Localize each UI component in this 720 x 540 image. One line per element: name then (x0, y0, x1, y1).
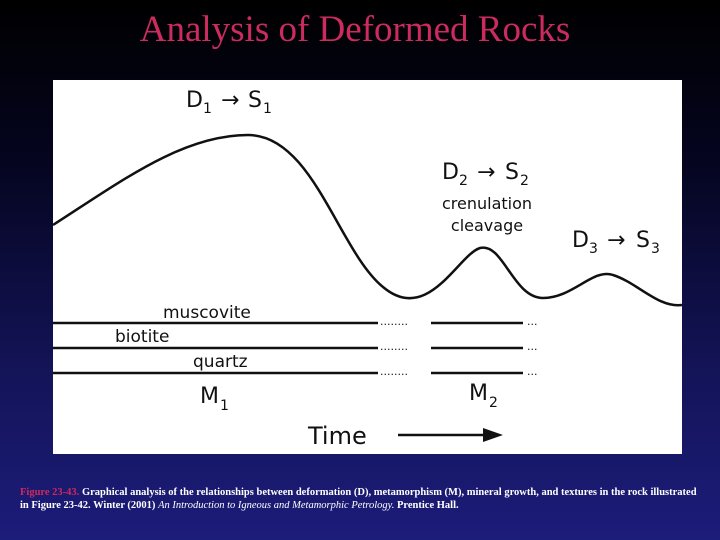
d3-subscript: 3 (589, 241, 598, 257)
d1-arrow: → (221, 88, 240, 113)
s2-subscript: 2 (520, 173, 529, 189)
m2-subscript: 2 (489, 395, 498, 411)
quartz-gap-dots: ........ (380, 365, 408, 378)
d1-subscript: 1 (203, 101, 212, 117)
quartz-trail-dots: ... (527, 365, 538, 378)
s3-subscript: 3 (651, 241, 660, 257)
slide-title: Analysis of Deformed Rocks (139, 9, 571, 50)
d1-letter: D (186, 88, 203, 113)
m1-letter: M (200, 384, 219, 409)
deformation-diagram (53, 80, 682, 454)
event-d3-s3 (572, 228, 660, 257)
crenulation-label: crenulation (441, 194, 533, 213)
s2-letter: S (505, 160, 519, 185)
m2-letter: M (469, 381, 488, 406)
mineral-quartz (53, 352, 538, 378)
quartz-label: quartz (193, 352, 248, 372)
time-arrow-head (483, 428, 503, 442)
s1-subscript: 1 (263, 101, 272, 117)
d3-arrow: → (607, 228, 626, 253)
mineral-muscovite (53, 303, 538, 328)
metamorphism-m2 (469, 381, 498, 411)
diagram-panel (53, 80, 682, 454)
d3-letter: D (572, 228, 589, 253)
caption-text: Graphical analysis of the relationships between deformation (D), metamorphism (M), mineral growth, and textures in the rock illustrated in Figure 23-42. Winter (2001) (20, 487, 697, 511)
time-axis (307, 422, 503, 450)
biotite-trail-dots: ... (527, 340, 538, 353)
s1-letter: S (248, 88, 262, 113)
deformation-curve (53, 135, 682, 305)
cleavage-label: cleavage (450, 216, 524, 235)
d2-arrow: → (477, 160, 496, 185)
figure-caption (20, 486, 700, 512)
caption-book-title: An Introduction to Igneous and Metamorphic Petrology. (158, 500, 395, 511)
event-d2-s2 (442, 160, 532, 235)
muscovite-trail-dots: ... (527, 315, 538, 328)
d2-letter: D (442, 160, 459, 185)
caption-publisher: Prentice Hall. (394, 500, 459, 511)
biotite-gap-dots: ........ (380, 340, 408, 353)
biotite-label: biotite (115, 327, 170, 347)
muscovite-label: muscovite (163, 303, 251, 323)
d2-subscript: 2 (459, 173, 468, 189)
muscovite-gap-dots: ........ (380, 315, 408, 328)
caption-figure-label: Figure 23-43. (20, 487, 80, 498)
event-d1-s1 (186, 88, 272, 117)
m1-subscript: 1 (220, 398, 229, 414)
mineral-biotite (53, 327, 538, 353)
time-label: Time (308, 422, 367, 450)
metamorphism-m1 (200, 384, 229, 414)
s3-letter: S (636, 228, 650, 253)
